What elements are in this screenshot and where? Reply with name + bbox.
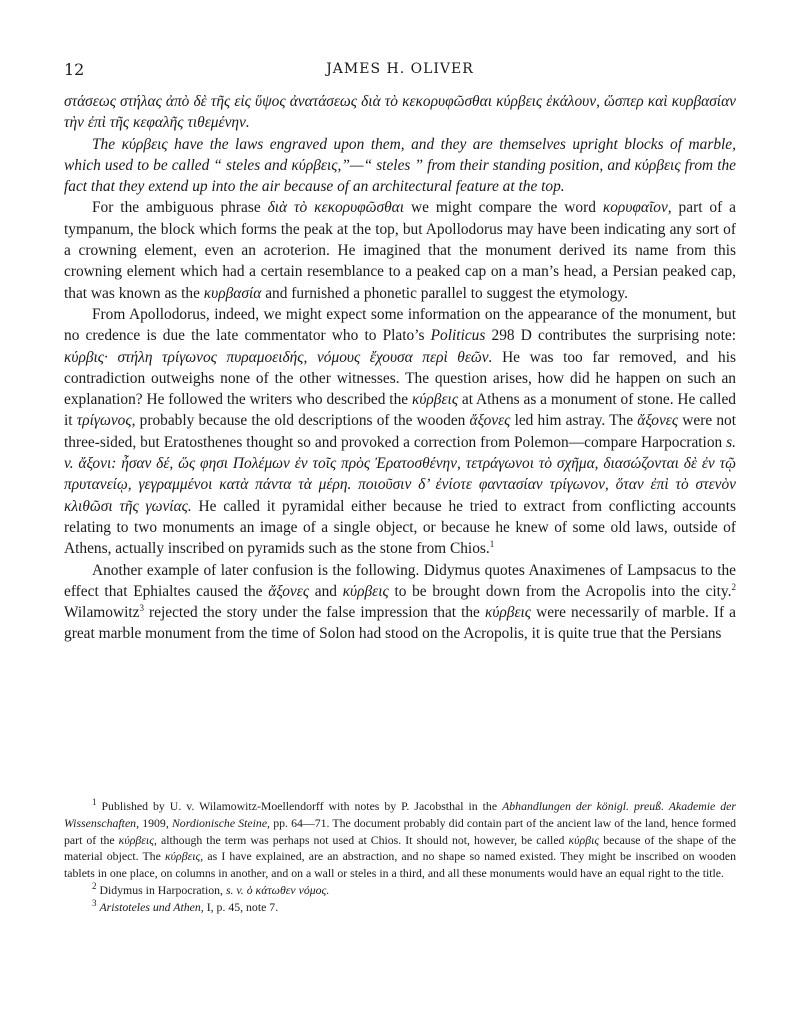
body-text [64,91,736,645]
page-header [64,60,736,84]
fn1-greek-3: κύρβεις, [164,849,204,864]
footnotes [64,798,736,916]
footnote-1 [64,798,736,882]
p2-italic-politicus: Politicus [430,327,486,345]
p2-text-a: From Apollodorus, indeed, we might expect some information on the appearance of the monument, but no credence is due the late commentator who to Plato’s [64,305,736,345]
fn1-italic-2: Nordionische Steine, [171,815,271,830]
fn1-greek-1: κύρβεις, [118,832,157,847]
p2-greek-4: ἄξονες [469,412,511,430]
p2-greek-6: ἄξονι: ἦσαν δέ, ὥς φησι Πολέμων ἐν τοῖς πρὸς Ἐρατοσθένην, τετράγωνοι τὸ σχῆμα, διασώζονται δὲ ἐν τῷ πρυτανείῳ, γεγραμμένοι κατὰ πάντα τὰ μέρη. ποιοῦσιν δ’ ἐνίοτε φαντασίαν τρίγωνον, ὅταν ἐπὶ τὸ στενὸν κλιθῶσι τῆς γωνίας. [64,455,736,515]
p2-text-h: He called it pyramidal either because he tried to extract from conflicting accounts relating to two monuments an image of a single object, or because he knew of some old laws, outside of Athens, actually inscribed on pyramids such as the stone from Chios. [64,497,736,558]
fn1-text-b: 1909, [142,815,169,830]
fn3-italic: Aristoteles und Athen, [99,899,204,914]
p2-greek-3: τρίγωνος, [76,412,136,430]
footnote-ref-1[interactable]: 1 [489,539,495,550]
p3-text-d: Wilamowitz [64,604,140,622]
p2-text-f: led him astray. The [514,412,634,430]
p3-greek-2: κύρβεις [342,582,389,600]
fn2-italic: s. v. [225,882,244,897]
footnote-1-mark: 1 [92,797,97,808]
p1-text-d: and furnished a phonetic parallel to suggest the etymology. [265,284,628,302]
quote-translation [64,134,736,198]
p1-text-c: part of a tympanum, the block which forms the peak at the top, but Apollodorus may have been indicating any sort of a crowning element, even an acroterion. He imagined that the monument derived its name from this crowning element which had a certain resemblance to a peaked cap on a man’s head, a Persian peaked cap, that was known as the [64,199,736,302]
fn1-text-f: as I have explained, are an abstraction, and no shape so named existed. They might be inscribed on wooden tablets in one place, on columns in another, and on a wall or steles in a third, and all these monuments would have an equal right to the title. [64,849,736,881]
page-number: 12 [64,60,85,79]
greek-quote-line-1: στάσεως στήλας ἀπὸ δὲ τῆς εἰς ὕψος ἀνατάσεως διὰ τὸ κεκορυφῶσθαι κύρβεις ἐκάλουν, ὥσπερ [64,93,644,110]
p1-greek-2: κορυφαῖον, [602,199,672,217]
p2-text-b: 298 D contributes the surprising note: [491,327,736,345]
p2-text-g: were not three-sided, but Eratosthenes thought so and provoked a correction from Polemon—compare Harpocration [64,412,736,451]
fn1-text-a: Published by U. v. Wilamowitz-Moellendorff with notes by P. Jacobsthal in the [101,799,498,813]
fn1-text-c: pp. 64—71. The document probably did contain part of the ancient law of the land, hence formed part of the [64,815,737,847]
fn3-text-a: I, p. 45, note 7. [206,899,279,914]
p2-text-e: probably because the old descriptions of the wooden [139,412,466,430]
paragraph-1 [64,197,736,303]
fn1-greek-2: κύρβις [568,832,600,847]
p2-text-c: He was too far removed, and his contradiction outweighs none of the other witnesses. The question arises, how did he happen on such an explanation? He followed the writers who described the [64,348,736,409]
footnote-3 [64,899,736,916]
footnote-3-mark: 3 [92,897,97,908]
p2-greek-2: κύρβεις [411,391,459,409]
p3-greek-3: κύρβεις [484,604,532,622]
p3-text-e: rejected the story under the false impression that the [149,604,480,622]
p2-italic-sv: s. v. [64,433,736,473]
paragraph-3 [64,560,736,645]
footnote-2-mark: 2 [92,881,97,892]
fn1-text-e: because of the shape of the material object. The [64,832,736,864]
footnote-2 [64,882,736,899]
p3-greek-1: ἄξονες [268,582,310,600]
p3-text-f: were necessarily of marble. If a great marble monument from the time of Solon had stood on the Acropolis, it is quite true that the Persians [64,604,736,643]
fn1-italic-1: Abhandlungen der königl. preuß. Akademie der Wissenschaften, [64,799,737,830]
greek-quote [64,91,736,134]
fn1-text-d: although the term was perhaps not used at Chios. It should not, however, be called [160,832,565,847]
p1-text-a: For the ambiguous phrase [92,199,261,217]
p1-greek-3: κυρβασία [203,284,262,302]
fn2-greek: ὁ κάτωθεν νόμος. [246,882,330,897]
p3-text-b: and [314,582,337,600]
footnote-ref-3[interactable]: 3 [139,603,144,613]
p2-greek-5: ἄξονες [637,412,679,430]
p3-text-c: to be brought down from the Acropolis into the city. [394,582,732,600]
greek-quote-line-2: καὶ κυρβασίαν τὴν ἐπὶ τῆς κεφαλῆς τιθεμένην. [64,93,736,132]
p1-text-b: we might compare the word [410,199,596,217]
paragraph-2 [64,304,736,560]
p2-greek-1: κύρβις· στήλη τρίγωνος πυραμοειδής, νόμους ἔχουσα περὶ θεῶν. [64,348,493,366]
p1-greek-1: διὰ τὸ κεκορυφῶσθαι [267,199,405,217]
footnote-ref-2[interactable]: 2 [731,581,736,592]
translation-text: The κύρβεις have the laws engraved upon them, and they are themselves upright blocks of marble, which used to be called “ steles and κύρβεις,”—“ steles ” from their standing position, and κύρβεις from the fact that they extend up into the air because of an architectural feature at the top. [64,135,736,196]
p2-text-d: at Athens as a monument of stone. He called it [64,391,736,430]
p3-text-a: Another example of later confusion is the following. Didymus quotes Anaximenes of Lampsacus to the effect that Ephialtes caused the [64,561,736,600]
running-head: JAMES H. OLIVER [326,61,474,77]
fn2-text-a: Didymus in Harpocration, [99,882,223,897]
